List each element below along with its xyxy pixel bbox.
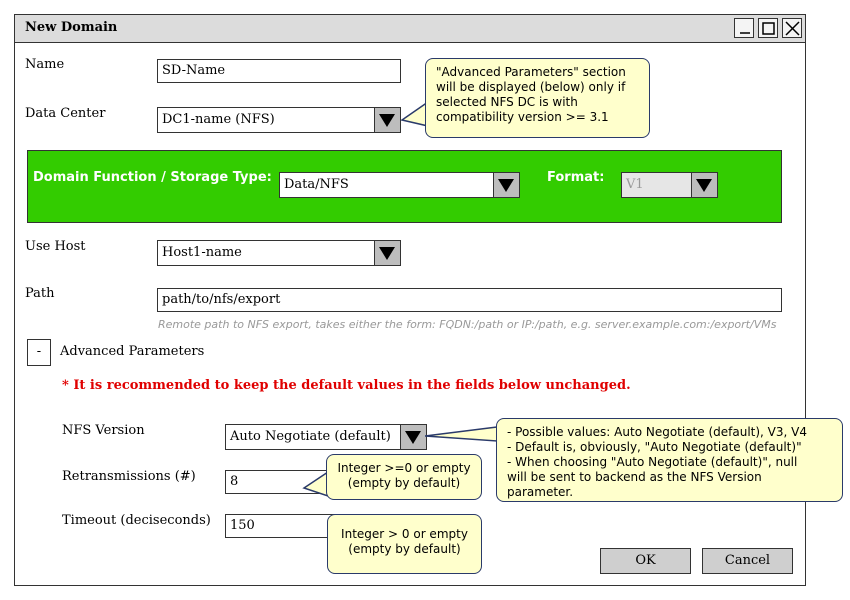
callout-line: (empty by default) <box>347 476 461 490</box>
callout-line: Integer > 0 or empty <box>341 527 468 541</box>
timeout-label: Timeout (deciseconds) <box>62 513 211 528</box>
dropdown-arrow-icon[interactable] <box>374 108 400 132</box>
minimize-icon <box>735 19 755 39</box>
advanced-warning: * It is recommended to keep the default values in the fields below unchanged. <box>62 378 631 393</box>
use-host-value: Host1-name <box>162 245 242 260</box>
nfs-version-value: Auto Negotiate (default) <box>230 429 391 444</box>
domain-function-value: Data/NFS <box>284 177 349 192</box>
path-label: Path <box>25 286 55 301</box>
cancel-button[interactable]: Cancel <box>702 548 793 574</box>
use-host-label: Use Host <box>25 239 86 254</box>
callout-line: will be sent to backend as the NFS Version <box>507 470 762 484</box>
datacenter-value: DC1-name (NFS) <box>162 112 275 127</box>
path-hint: Remote path to NFS export, takes either the form: FQDN:/path or IP:/path, e.g. server.example.com:/export/VMs <box>158 318 777 331</box>
domain-function-label: Domain Function / Storage Type: <box>33 170 272 185</box>
callout-line: compatibility version >= 3.1 <box>436 110 609 124</box>
name-label: Name <box>25 57 65 72</box>
callout-line: - When choosing "Auto Negotiate (default)", null <box>507 455 798 469</box>
callout-line: - Possible values: Auto Negotiate (default), V3, V4 <box>507 425 807 439</box>
path-field[interactable]: path/to/nfs/export <box>157 288 782 312</box>
datacenter-label: Data Center <box>25 106 106 121</box>
dropdown-arrow-icon[interactable] <box>493 173 519 197</box>
timeout-field[interactable]: 150 <box>225 514 335 538</box>
callout-pointer <box>425 425 500 445</box>
domain-function-select[interactable] <box>279 172 520 198</box>
use-host-select[interactable] <box>157 240 401 266</box>
dialog-title: New Domain <box>25 20 118 35</box>
advanced-params-callout <box>425 58 650 138</box>
advanced-label: Advanced Parameters <box>60 344 205 359</box>
close-button[interactable] <box>782 18 802 38</box>
nfs-version-callout <box>496 418 843 502</box>
advanced-toggle[interactable]: - <box>27 339 51 366</box>
callout-line: Integer >=0 or empty <box>337 461 471 475</box>
name-field[interactable]: SD-Name <box>157 59 401 83</box>
format-select[interactable] <box>621 172 718 198</box>
callout-line: "Advanced Parameters" section <box>436 65 626 79</box>
ok-button[interactable]: OK <box>600 548 691 574</box>
nfs-version-select[interactable] <box>225 424 427 450</box>
retransmissions-field[interactable]: 8 <box>225 470 335 494</box>
format-value: V1 <box>626 177 644 192</box>
retransmissions-label: Retransmissions (#) <box>62 469 196 484</box>
dropdown-arrow-icon[interactable] <box>374 241 400 265</box>
maximize-button[interactable] <box>758 18 778 38</box>
timeout-callout <box>327 514 482 574</box>
retransmissions-callout <box>326 454 482 500</box>
dropdown-arrow-icon[interactable] <box>691 173 717 197</box>
maximize-icon <box>759 19 779 39</box>
format-label: Format: <box>547 170 605 185</box>
callout-line: parameter. <box>507 485 574 499</box>
callout-line: will be displayed (below) only if <box>436 80 626 94</box>
title-bar[interactable] <box>14 14 806 43</box>
callout-line: - Default is, obviously, "Auto Negotiate (default)" <box>507 440 802 454</box>
callout-line: (empty by default) <box>348 542 461 556</box>
dropdown-arrow-icon[interactable] <box>400 425 426 449</box>
minimize-button[interactable] <box>734 18 754 38</box>
nfs-version-label: NFS Version <box>62 423 145 438</box>
callout-line: selected NFS DC is with <box>436 95 578 109</box>
datacenter-select[interactable] <box>157 107 401 133</box>
close-icon <box>783 19 803 39</box>
